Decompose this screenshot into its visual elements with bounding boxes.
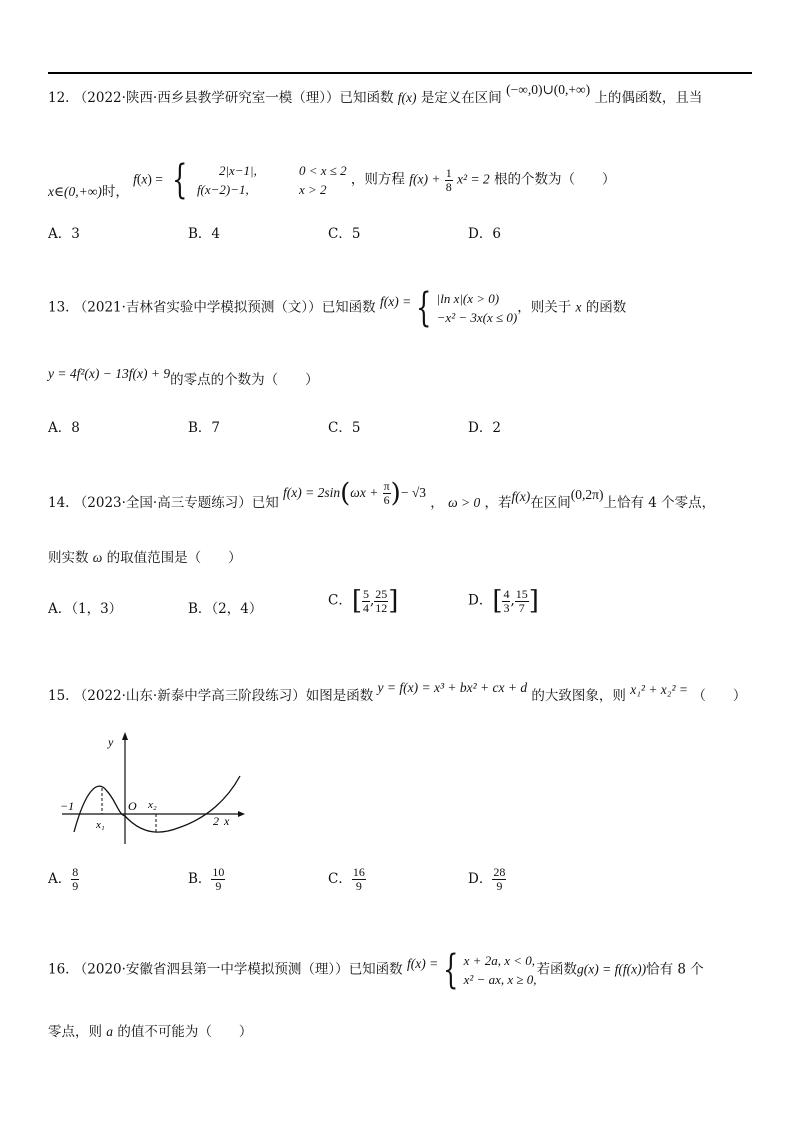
problem-12-line1: 12. （2022·陕西·西乡县教学研究室一模（理））已知函数 f(x) 是定义在区间 (−∞,0)∪(0,+∞) 上的偶函数，且当 xyxy=(48,82,703,106)
problem-16-line1: 16. （2020·安徽省泗县第一中学模拟预测（理））已知函数 f(x) = { x + 2a, x < 0, x² − ax, x ≥ 0, 若函数g(x) = f(f(x))恰有 8 个 xyxy=(48,947,704,993)
x2-label: x₂ xyxy=(148,799,157,811)
cubic-function-graph xyxy=(58,728,248,850)
problem-13-option-d[interactable]: D．2 xyxy=(468,420,501,436)
problem-15-option-d[interactable]: D． $\frac{28}{9}$ xyxy=(468,865,506,893)
two-label: 2 xyxy=(213,814,219,828)
problem-12-option-b[interactable]: B．4 xyxy=(188,226,221,242)
problem-14-option-c[interactable]: C．[ $\frac{5}{4}$ , $\frac{25}{12}$ ] xyxy=(328,586,399,616)
problem-15-line1: 15. （2022·山东·新泰中学高三阶段练习）如图是函数 y = f(x) = x³ + bx² + cx + d 的大致图象，则 x₁² + x₂² = （ ） xyxy=(48,680,747,704)
problem-13-line1: 13. （2021·吉林省实验中学模拟预测（文））已知函数 f(x) = { |ln x|(x > 0) −x² − 3x(x ≤ 0) ，则关于 x 的函数 xyxy=(48,285,627,331)
x1-label: x₁ xyxy=(96,819,105,831)
problem-15-option-a[interactable]: A． $\frac{8}{9}$ xyxy=(48,865,79,893)
x-axis-arrow-icon xyxy=(238,811,245,817)
neg-one-label: −1 xyxy=(60,799,75,813)
problem-14-line1: 14. （2023·全国·高三专题练习）已知 f(x) = 2sin(ωx + $\frac{\pi}{6}$ )− √3 ， ω > 0 ，若f(x)在区间(0,2π)上恰有 4 个零点， xyxy=(48,478,716,511)
problem-13-option-c[interactable]: C．5 xyxy=(328,420,361,436)
origin-label: O xyxy=(128,799,137,813)
problem-14-option-d[interactable]: D．[ $\frac{4}{3}$ , $\frac{15}{7}$ ] xyxy=(468,586,539,616)
problem-15-option-b[interactable]: B． $\frac{10}{9}$ xyxy=(188,865,225,893)
problem-12-piecewise: 2|x−1|, 0 < x ≤ 2 f(x−2)−1, x > 2 xyxy=(196,163,347,197)
problem-12-option-c[interactable]: C．5 xyxy=(328,226,361,242)
problem-16-piecewise: x + 2a, x < 0, x² − ax, x ≥ 0, xyxy=(463,953,537,987)
y-label: y xyxy=(108,735,114,749)
problem-13-option-a[interactable]: A．8 xyxy=(48,420,80,436)
problem-14-option-b[interactable]: B．（2，4） xyxy=(188,601,263,617)
problem-13-option-b[interactable]: B．7 xyxy=(188,420,221,436)
problem-14-option-a[interactable]: A．（1，3） xyxy=(48,601,123,617)
y-axis-arrow-icon xyxy=(122,732,128,740)
problem-12-option-a[interactable]: A．3 xyxy=(48,226,80,242)
problem-14-line2: 则实数 ω 的取值范围是（ ） xyxy=(48,550,242,566)
problem-12-line2: x∈(0,+∞)时， f(x) = { 2|x−1|, 0 < x ≤ 2 f(x−2)−1, x > 2 ，则方程 f(x) + $\frac{1}{8}$ x² = 2 根的个数为（ ） xyxy=(48,157,616,203)
problem-15-option-c[interactable]: C． $\frac{16}{9}$ xyxy=(328,865,365,893)
top-rule xyxy=(48,72,752,74)
problem-16-line2: 零点，则 a 的值不可能为（ ） xyxy=(48,1024,253,1040)
problem-12-option-d[interactable]: D．6 xyxy=(468,226,501,242)
problem-13-line2: y = 4f²(x) − 13f(x) + 9的零点的个数为（ ） xyxy=(48,366,319,388)
problem-13-piecewise: |ln x|(x > 0) −x² − 3x(x ≤ 0) xyxy=(436,291,518,325)
x-label: x xyxy=(224,814,230,828)
